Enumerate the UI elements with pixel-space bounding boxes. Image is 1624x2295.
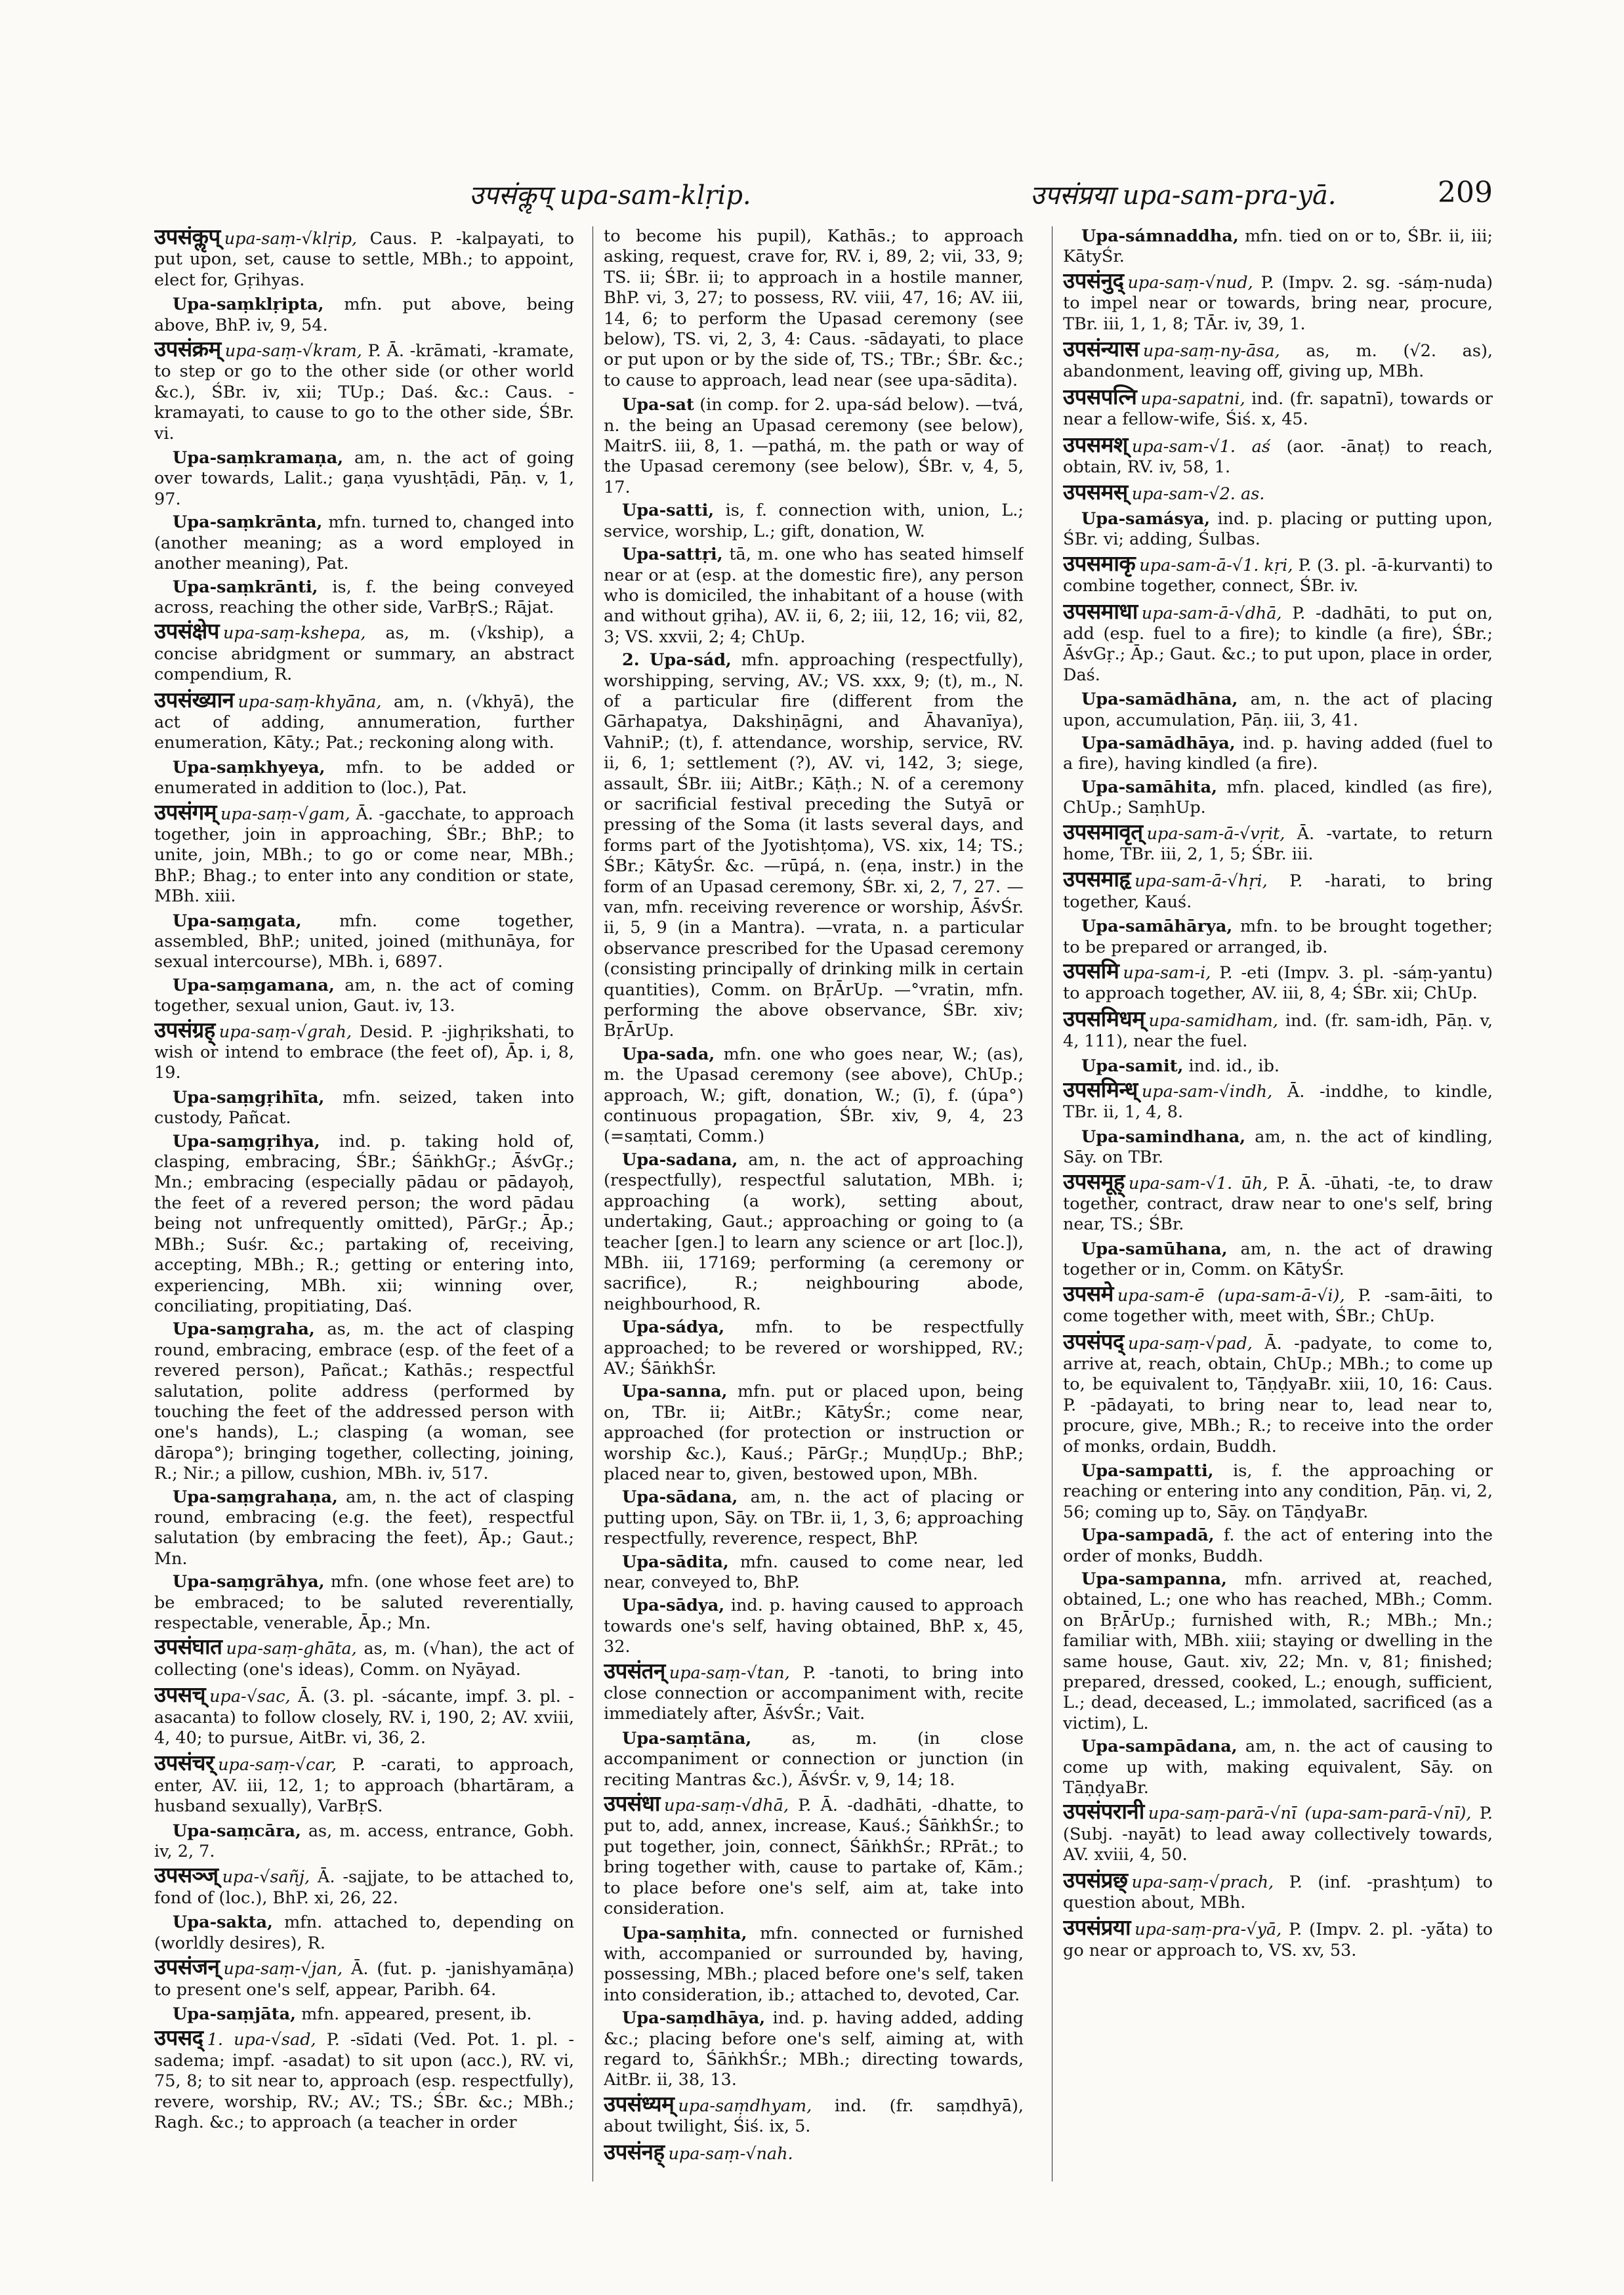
entry-headword-devanagari: उपसंजन्: [154, 1954, 220, 1980]
dictionary-subentry: [604, 501, 1024, 542]
entry-headword-roman: upa-sam-√1. ūh,: [1128, 1173, 1268, 1193]
entry-definition: as, m. (in close accompaniment or connection or junction (in reciting Mantras &c.), ĀśvŚr. v, 9, 14; 18.: [604, 1728, 1024, 1790]
entry-headword-roman: upa-saṃ-√car,: [218, 1755, 337, 1775]
dictionary-subentry: [604, 1596, 1024, 1657]
entry-headword-devanagari: उपसंतन्: [604, 1657, 665, 1684]
entry-definition: am, n. the act of going over towards, Lalit.; gaṇa vyushṭādi, Pāṇ. v, 1, 97.: [154, 448, 574, 509]
dictionary-subentry: [154, 1912, 574, 1954]
entry-headword-roman: upa-saṃ-√gam,: [220, 804, 350, 824]
entry-headword-devanagari: उपसंक्रम्: [154, 336, 221, 362]
entry-headword-devanagari: उपसंधा: [604, 1790, 660, 1817]
dictionary-entry: [1063, 1168, 1493, 1235]
dictionary-entry: [1063, 866, 1493, 913]
subentry-headword: Upa-sādita,: [622, 1552, 729, 1572]
subentry-headword: Upa-saṃgamana,: [173, 975, 335, 995]
dictionary-subentry: [154, 976, 574, 1017]
dictionary-subentry: [1063, 1127, 1493, 1168]
entry-headword-roman: upa-saṃ-ghāta,: [226, 1639, 357, 1659]
entry-definition: ind. (fr. sapatnī), towards or near a fellow-wife, Śiś. x, 45.: [1063, 388, 1493, 430]
entry-definition: Ā. -gacchate, to approach together, join in approaching, ŚBr.; BhP.; to unite, join, MBh.; to go or come near, MBh.; BhP.; Bhag.; to enter into any condition or state, MBh. xiii.: [154, 804, 574, 907]
subentry-headword: Upa-samāhita,: [1081, 777, 1217, 797]
dictionary-subentry: [154, 512, 574, 574]
dictionary-subentry: [154, 1821, 574, 1863]
dictionary-subentry: [154, 577, 574, 619]
entry-definition: ind. p. having caused to approach towards one's self, having obtained, BhP. x, 45, 32.: [604, 1596, 1024, 1657]
subentry-headword: Upa-sámnaddha,: [1081, 226, 1239, 246]
entry-definition: P. (inf. -prashṭum) to question about, MBh.: [1063, 1872, 1493, 1913]
entry-definition: am, n. the act of drawing together or in, Comm. on KātyŚr.: [1063, 1239, 1493, 1280]
subentry-headword: Upa-saṃkramaṇa,: [173, 448, 344, 468]
dictionary-entry: [154, 1956, 574, 2000]
entry-continuation: [604, 226, 1024, 391]
entry-definition: am, n. the act of placing or putting upon, Sāy. on TBr. ii, 1, 3, 6; approaching respectfully, reverence, respect, BhP.: [604, 1487, 1024, 1549]
entry-definition: is, f. connection with, union, L.; service, worship, L.; gift, donation, W.: [604, 501, 1024, 541]
entry-definition: is, f. the approaching or reaching or entering into any condition, Pāṇ. vi, 2, 56; coming up to, Sāy. on TāṇḍyaBr.: [1063, 1460, 1493, 1522]
dictionary-entry: [1063, 1005, 1493, 1052]
subentry-headword: Upa-saṃkrānti,: [173, 577, 318, 597]
dictionary-subentry: [154, 1572, 574, 1634]
entry-headword-roman: upa-sapatni,: [1140, 388, 1245, 409]
entry-definition: P. Ā. -ūhati, -te, to draw together, contract, draw near to one's self, bring near, TS.; ŚBr.: [1063, 1173, 1493, 1235]
entry-headword-roman: upa-sam-√2. as.: [1131, 484, 1265, 505]
entry-definition: Ā. (3. pl. -sácante, impf. 3. pl. -asacanta) to follow closely, RV. i, 190, 2; AV. xviii, 4, 40; to pursue, AitBr. vi, 36, 2.: [154, 1687, 574, 1748]
subentry-headword: Upa-sādana,: [622, 1487, 738, 1508]
subentry-headword: Upa-samásya,: [1081, 508, 1211, 529]
subentry-headword: Upa-sádya,: [622, 1317, 725, 1338]
dictionary-subentry: [154, 758, 574, 799]
subentry-headword: Upa-sada,: [622, 1044, 715, 1064]
entry-definition: mfn. seized, taken into custody, Pañcat.: [154, 1087, 574, 1128]
entry-definition: ind. (fr. saṃdhyā), about twilight, Śiś. ix, 5.: [604, 2096, 1024, 2137]
entry-definition: P. (Impv. 2. pl. -yā́ta) to go near or approach to, VS. xv, 53.: [1063, 1920, 1493, 1960]
entry-definition: P. (Impv. 2. sg. -sáṃ-nuda) to impel near or towards, bring near, procure, TBr. iii, 1, 1, 8; TĀr. iv, 39, 1.: [1063, 272, 1493, 334]
entry-headword-roman: upa-saṃ-√dhā,: [663, 1796, 789, 1816]
subentry-headword: Upa-satti,: [622, 501, 715, 521]
dictionary-subentry: [1063, 1461, 1493, 1523]
entry-definition: (in comp. for 2. upa-sád below). —tvá, n. the being an Upasad ceremony (see below), MaitrS. iii, 8, 1. —pathá, m. the path or way of the Upasad ceremony (see below), ŚBr. v, 4, 5, 17.: [604, 395, 1024, 497]
dictionary-subentry: [154, 295, 574, 336]
entry-definition: am, n. (√khyā), the act of adding, annumeration, further enumeration, Kāty.; Pat.; reckoning along with.: [154, 692, 574, 753]
entry-headword-devanagari: उपसमाहृ: [1063, 866, 1131, 892]
entry-headword-devanagari: उपसंग्रह्: [154, 1016, 215, 1043]
dictionary-entry: [154, 2027, 574, 2133]
entry-columns: [154, 226, 1493, 2227]
entry-headword-devanagari: उपसमश्: [1063, 431, 1128, 457]
entry-headword-devanagari: उपसमूह्: [1063, 1168, 1125, 1194]
entry-headword-roman: upa-saṃ-pra-√yā,: [1135, 1920, 1282, 1940]
entry-definition: P. -carati, to approach, enter, AV. iii, 12, 1; to approach (bhartāram, a husband sexually), VarBṛS.: [154, 1755, 574, 1817]
entry-definition: ind. id., ib.: [1188, 1056, 1280, 1076]
dictionary-subentry: [604, 395, 1024, 498]
subentry-headword: Upa-saṃgrahaṇa,: [173, 1487, 338, 1507]
dictionary-subentry: [604, 650, 1024, 1042]
dictionary-subentry: [154, 1088, 574, 1129]
subentry-headword: Upa-samādhāna,: [1081, 690, 1238, 710]
entry-headword-roman: upa-samidham,: [1148, 1010, 1278, 1031]
dictionary-entry: [154, 798, 574, 907]
subentry-headword: Upa-saṃgata,: [173, 911, 302, 931]
entry-headword-roman: upa-saṃ-√grah,: [219, 1022, 352, 1042]
entry-definition: Ā. (fut. p. -janishyamāṇa) to present one's self, appear, Paribh. 64.: [154, 1959, 574, 2000]
dictionary-entry: [1063, 1867, 1493, 1914]
dictionary-subentry: [604, 1729, 1024, 1790]
dictionary-subentry: [1063, 1737, 1493, 1798]
entry-headword-devanagari: उपसद्: [154, 2025, 203, 2051]
entry-headword-roman: upa-saṃ-kshepa,: [223, 623, 366, 644]
entry-definition: tā, m. one who has seated himself near or at (esp. at the domestic fire), any person who is domiciled, the inhabitant of a house (with and without gṛiha), AV. ii, 6, 2; iii, 12, 16; vii, 82, 3; VS. xxvii, 2; 4; ChUp.: [604, 545, 1024, 647]
entry-definition: as, m. (√kship), a concise abridgment or summary, an abstract compendium, R.: [154, 623, 574, 685]
dictionary-entry: [1063, 1914, 1493, 1961]
dictionary-subentry: [1063, 917, 1493, 958]
dictionary-subentry: [1063, 1525, 1493, 1567]
entry-headword-roman: upa-√sañj,: [222, 1867, 310, 1888]
dictionary-subentry: [604, 1552, 1024, 1594]
entry-definition: P. -dadhāti, to put on, add (esp. fuel to a fire); to kindle (a fire), ŚBr.; ĀśvGṛ.; Āp.; Gaut. &c.; to put upon, place in order, Daś.: [1063, 603, 1493, 685]
page-number: 209: [1438, 176, 1493, 209]
dictionary-subentry: [1063, 509, 1493, 550]
entry-definition: as, m. (√han), the act of collecting (one's ideas), Comm. on Nyāyad.: [154, 1639, 574, 1680]
dictionary-subentry: [154, 448, 574, 510]
dictionary-subentry: [604, 1487, 1024, 1549]
entry-headword-devanagari: उपसमस्: [1063, 479, 1128, 505]
entry-headword-devanagari: उपसमे: [1063, 1280, 1114, 1306]
subentry-headword: Upa-saṃgrāhya,: [173, 1572, 325, 1592]
subentry-headword: Upa-saṃdhāya,: [622, 2008, 766, 2029]
subentry-headword: Upa-sat: [622, 395, 694, 415]
entry-headword-roman: upa-sam-ā-√1. kṛi,: [1139, 555, 1293, 575]
dictionary-entry: [1063, 1328, 1493, 1457]
entry-headword-devanagari: उपसंप्रया: [1063, 1914, 1131, 1941]
entry-definition: mfn. one who goes near, W.; (as), m. the Upasad ceremony (see above), ChUp.; approach, W.; gift, donation, W.; (ī), f. (úpa°) continuous propagation, ŚBr. xiv, 9, 4, 23 (=saṃtati, Comm.): [604, 1044, 1024, 1147]
entry-definition: am, n. the act of approaching (respectfully), respectful salutation, MBh. i; approaching (a work), setting about, undertaking, Gaut.; approaching or going to (a teacher [gen.] to learn any science or art [loc.]), MBh. iii, 17169; performing (a ceremony or sacrifice), R.; neighbouring abode, neighbourhood, R.: [604, 1149, 1024, 1314]
dictionary-entry: [154, 618, 574, 685]
dictionary-subentry: [1063, 226, 1493, 268]
entry-headword-roman: upa-saṃ-√klṛip,: [224, 229, 358, 249]
dictionary-subentry: [604, 2008, 1024, 2091]
subentry-headword: 2. Upa-sád,: [622, 650, 732, 671]
subentry-headword: Upa-samādhāya,: [1081, 733, 1236, 753]
dictionary-entry: [154, 1752, 574, 1817]
dictionary-entry: [604, 1790, 1024, 1919]
entry-definition: am, n. the act of placing upon, accumulation, Pāṇ. iii, 3, 41.: [1063, 690, 1493, 730]
entry-headword-roman: upa-saṃ-parā-√nī (upa-sam-parā-√nī),: [1148, 1804, 1472, 1824]
entry-headword-roman: upa-sam-ā-√dhā,: [1141, 603, 1282, 623]
dictionary-entry: [604, 2138, 1024, 2164]
subentry-headword: Upa-saṃkhyeya,: [173, 757, 325, 777]
dictionary-entry: [1063, 1280, 1493, 1327]
entry-headword-devanagari: उपसमि: [1063, 958, 1119, 983]
running-head-left: उपसंकॢप् upa-sam-klṛip.: [469, 180, 751, 211]
entry-headword-devanagari: उपसंपद्: [1063, 1328, 1124, 1354]
subentry-headword: Upa-sampadā,: [1081, 1525, 1215, 1546]
entry-headword-roman: upa-saṃ-√nah.: [668, 2143, 793, 2164]
dictionary-subentry: [604, 1924, 1024, 2006]
entry-headword-devanagari: उपसच्: [154, 1682, 206, 1708]
dictionary-subentry: [1063, 1056, 1493, 1077]
entry-definition: P. -sam-āiti, to come together with, meet with, ŚBr.; ChUp.: [1063, 1285, 1493, 1327]
entry-headword-devanagari: उपसमिन्ध्: [1063, 1077, 1138, 1103]
entry-definition: mfn. put above, being above, BhP. iv, 9, 54.: [154, 295, 574, 335]
entry-headword-roman: 1. upa-√sad,: [207, 2030, 316, 2050]
subentry-headword: Upa-sanna,: [622, 1382, 728, 1402]
subentry-headword: Upa-saṃklṛipta,: [173, 295, 324, 315]
entry-definition: Ā. -vartate, to return home, TBr. iii, 2, 1, 5; ŚBr. iii.: [1063, 823, 1493, 864]
entry-headword-devanagari: उपसमाधा: [1063, 598, 1138, 624]
dictionary-subentry: [604, 1382, 1024, 1485]
entry-headword-roman: upa-saṃdhyam,: [678, 2096, 812, 2116]
entry-definition: ind. p. having added, adding &c.; placing before one's self, aiming at, with regard to, ŚāṅkhŚr.; MBh.; directing towards, AitBr. ii, 38, 13.: [604, 2008, 1024, 2090]
entry-headword-devanagari: उपसंगम्: [154, 798, 217, 825]
entry-definition: Caus. P. -kalpayati, to put upon, set, cause to settle, MBh.; to appoint, elect for, Gṛihyas.: [154, 229, 574, 290]
subentry-headword: Upa-saṃtāna,: [622, 1728, 752, 1748]
entry-headword-roman: upa-sam-√indh,: [1141, 1082, 1273, 1102]
entry-definition: mfn. (one whose feet are) to be embraced; to be saluted reverentially, respectable, venerable, Āp.; Mn.: [154, 1572, 574, 1633]
entry-headword-roman: upa-saṃ-ny-āsa,: [1142, 341, 1280, 362]
entry-definition: mfn. placed, kindled (as fire), ChUp.; SaṃhUp.: [1063, 777, 1493, 818]
dictionary-subentry: [154, 911, 574, 973]
subentry-headword: Upa-samindhana,: [1081, 1127, 1246, 1147]
dictionary-entry: [154, 1862, 574, 1909]
running-head-middle: उपसंप्रया upa-sam-pra-yā.: [1030, 180, 1337, 211]
dictionary-subentry: [604, 1150, 1024, 1315]
dictionary-entry: [1063, 550, 1493, 597]
dictionary-subentry: [154, 1487, 574, 1570]
dictionary-subentry: [1063, 734, 1493, 775]
running-head: [154, 176, 1493, 222]
entry-definition: as, m. access, entrance, Gobh. iv, 2, 7.: [154, 1821, 574, 1862]
dictionary-entry: [1063, 431, 1493, 478]
dictionary-entry: [604, 2090, 1024, 2138]
dictionary-entry: [1063, 336, 1493, 382]
entry-definition: f. the act of entering into the order of monks, Buddh.: [1063, 1525, 1493, 1566]
entry-definition: ind. p. taking hold of, clasping, embracing, ŚBr.; ŚāṅkhGṛ.; ĀśvGṛ.; Mn.; embracing (especially pādau or pādayoḥ, the feet of a revered person; the word pādau being not unfrequently omitted), PārGṛ.; Āp.; MBh.; Suśr. &c.; partaking of, receiving, accepting, MBh.; R.; getting or entering into, experiencing, MBh. xii; winning over, conciliating, propitiating, Daś.: [154, 1131, 574, 1316]
entry-definition: P. -sīdati (Ved. Pot. 1. pl. -sadema; impf. -asadat) to sit upon (acc.), RV. vi, 75, 8; to sit near to, approach (esp. respectfully), revere, worship, RV.; AV.; TS.; ŚBr. &c.; MBh.; Ragh. &c.; to approach (a teacher in order: [154, 2030, 574, 2132]
entry-definition: mfn. turned to, changed into (another meaning; as a word employed in another meaning), Pat.: [154, 512, 574, 574]
subentry-headword: Upa-sādya,: [622, 1596, 725, 1616]
dictionary-entry: [1063, 818, 1493, 865]
entry-definition: P. -harati, to bring together, Kauś.: [1063, 871, 1493, 912]
entry-definition: am, n. the act of causing to come up with, making equivalent, Sāy. on TāṇḍyaBr.: [1063, 1737, 1493, 1798]
dictionary-entry: [154, 1684, 574, 1748]
subentry-headword: Upa-saṃkrānta,: [173, 512, 323, 533]
entry-definition: Ā. -padyate, to come to, arrive at, reach, obtain, ChUp.; MBh.; to come up to, be equivalent to, TāṇḍyaBr. xiii, 10, 16: Caus. P. -pādayati, to bring near to, lead near to, procure, give, MBh.; R.; to receive into the order of monks, ordain, Buddh.: [1063, 1333, 1493, 1457]
entry-definition: am, n. the act of coming together, sexual union, Gaut. iv, 13.: [154, 975, 574, 1016]
entry-definition: mfn. put or placed upon, being on, TBr. ii; AitBr.; KātyŚr.; come near, approached (for protection or instruction or worship &c.), Kauś.; PārGṛ.; MuṇḍUp.; BhP.; placed near to, given, bestowed upon, MBh.: [604, 1382, 1024, 1484]
dictionary-subentry: [154, 1132, 574, 1317]
dictionary-subentry: [1063, 777, 1493, 819]
entry-headword-roman: upa-saṃ-√nud,: [1127, 272, 1253, 293]
entry-headword-devanagari: उपसंप्रछ्: [1063, 1867, 1128, 1893]
subentry-headword: Upa-saṃhita,: [622, 1923, 747, 1943]
entry-headword-devanagari: उपसंनह्: [604, 2138, 665, 2164]
column-1: [154, 226, 574, 2227]
subentry-headword: Upa-samāhārya,: [1081, 917, 1233, 937]
dictionary-entry: [1063, 479, 1493, 505]
dictionary-subentry: [604, 545, 1024, 648]
dictionary-entry: [154, 1016, 574, 1084]
entry-headword-devanagari: उपसमाकृ: [1063, 550, 1136, 576]
dictionary-subentry: [1063, 1569, 1493, 1734]
entry-headword-roman: upa-saṃ-√prach,: [1131, 1872, 1274, 1892]
entry-headword-roman: upa-sam-i,: [1123, 963, 1211, 983]
subentry-headword: Upa-saṃjāta,: [173, 2004, 296, 2024]
subentry-headword: Upa-sakta,: [173, 1912, 273, 1933]
entry-definition: mfn. connected or furnished with, accompanied or surrounded by, having, possessing, MBh.; placed before one's self, taken into consideration, ib.; attached to, devoted, Car.: [604, 1923, 1024, 2005]
entry-headword-roman: upa-saṃ-√tan,: [669, 1663, 790, 1683]
dictionary-entry: [1063, 383, 1493, 430]
entry-definition: Desid. P. -jighṛikshati, to wish or intend to embrace (the feet of), Āp. i, 8, 19.: [154, 1022, 574, 1083]
entry-headword-devanagari: उपसंध्यम्: [604, 2090, 675, 2117]
entry-headword-devanagari: उपसंचर्: [154, 1750, 215, 1776]
subentry-headword: Upa-samūhana,: [1081, 1239, 1228, 1259]
dictionary-subentry: [154, 1319, 574, 1484]
dictionary-entry: [154, 226, 574, 291]
dictionary-entry: [154, 1636, 574, 1680]
entry-definition: mfn. come together, assembled, BhP.; united, joined (mithunāya, for sexual intercourse), MBh. i, 6897.: [154, 911, 574, 972]
dictionary-subentry: [604, 1317, 1024, 1379]
subentry-headword: Upa-saṃgṛihya,: [173, 1131, 320, 1151]
entry-definition: P. (Subj. -nayāt) to lead away collectively towards, AV. xviii, 4, 50.: [1063, 1804, 1493, 1865]
entry-definition: P. Ā. -dadhāti, -dhatte, to put to, add, annex, increase, Kauś.; ŚāṅkhŚr.; to put together, join, connect, ŚāṅkhŚr.; RPrāt.; to bring together with, cause to partake of, Kām.; to place before one's self, aim at, take into consideration.: [604, 1796, 1024, 1919]
entry-definition: mfn. to be brought together; to be prepared or arranged, ib.: [1063, 917, 1493, 957]
entry-definition: mfn. approaching (respectfully), worshipping, serving, AV.; VS. xxx, 9; (t), m., N. of a particular fire (different from the Gārhapatya, Dakshiṇāgni, and Āhavanīya), VahniP.; (t), f. attendance, worship, service, RV. ii, 6, 1; settlement (?), AV. vi, 142, 3; siege, assault, ŚBr. iii; AitBr.; Kāṭh.; N. of a ceremony or sacrificial festival preceding the Sutyā or pressing of the Soma (it lasts several days, and forms part of the Jyotishṭoma), VS. xix, 14; TS.; ŚBr.; KātyŚr. &c. —rūpá, n. (eṇa, instr.) in the form of an Upasad ceremony, ŚBr. xi, 2, 7, 27. —van, mfn. receiving reverence or worship, ĀśvŚr. ii, 5, 9 (in a Mantra). —vrata, n. a particular observance prescribed for the Upasad ceremony (consisting principally of drinking milk in certain quantities), Comm. on BṛĀrUp. —°vratin, mfn. performing the above observance, ŚBr. xiv; BṛĀrUp.: [604, 650, 1024, 1041]
entry-definition: mfn. tied on or to, ŚBr. ii, iii; KātyŚr.: [1063, 226, 1493, 267]
entry-headword-roman: upa-√sac,: [209, 1687, 291, 1707]
dictionary-subentry: [604, 1044, 1024, 1148]
dictionary-entry: [1063, 1798, 1493, 1865]
entry-headword-roman: upa-sam-ā-√hṛi,: [1135, 871, 1268, 892]
subentry-headword: Upa-sampanna,: [1081, 1569, 1227, 1589]
entry-headword-devanagari: उपसमावृत्: [1063, 818, 1143, 844]
entry-headword-devanagari: उपसमिधम्: [1063, 1005, 1145, 1031]
subentry-headword: Upa-sattṛi,: [622, 545, 723, 565]
entry-headword-devanagari: उपसंक्षेप: [154, 618, 220, 644]
dictionary-entry: [154, 336, 574, 444]
entry-definition: mfn. to be respectfully approached; to be revered or worshipped, RV.; AV.; ŚāṅkhŚr.: [604, 1317, 1024, 1378]
entry-definition: P. -eti (Impv. 3. pl. -sáṃ-yantu) to approach together, AV. iii, 8, 4; ŚBr. xii; ChUp.: [1063, 963, 1493, 1004]
entry-headword-roman: upa-sam-ā-√vṛit,: [1146, 823, 1285, 844]
entry-definition: ind. p. placing or putting upon, ŚBr. vi; adding, Śulbas.: [1063, 508, 1493, 550]
entry-definition: mfn. arrived at, reached, obtained, L.; one who has reached, MBh.; Comm. on BṛĀrUp.; furnished with, R.; MBh.; Mn.; familiar with, MBh. xiii; staying or dwelling in the same house, Gaut. xiv, 22; Mn. v, 81; finished; prepared, dressed, cooked, L.; enough, sufficient, L.; dead, deceased, L.; immolated, sacrificed (as a victim), L.: [1063, 1569, 1493, 1733]
entry-headword-roman: upa-saṃ-√pad,: [1127, 1333, 1253, 1354]
subentry-headword: Upa-saṃgṛihīta,: [173, 1087, 325, 1107]
entry-definition: P. -tanoti, to bring into close connection or accompaniment with, recite immediately after, ĀśvŚr.; Vait.: [604, 1663, 1024, 1724]
entry-headword-devanagari: उपसंनुद्: [1063, 267, 1124, 293]
entry-headword-devanagari: उपसंख्यान: [154, 686, 234, 713]
entry-definition: mfn. caused to come near, led near, conveyed to, BhP.: [604, 1552, 1024, 1592]
entry-definition: (aor. -ānaṭ) to reach, obtain, RV. iv, 58, 1.: [1063, 436, 1493, 478]
entry-headword-devanagari: उपसंकॢप्: [154, 226, 220, 249]
subentry-headword: Upa-saṃcāra,: [173, 1821, 301, 1841]
entry-definition: ind. (fr. sam-idh, Pāṇ. v, 4, 111), near the fuel.: [1063, 1010, 1493, 1052]
column-2: [604, 226, 1024, 2227]
entry-definition: Ā. -inddhe, to kindle, TBr. ii, 1, 4, 8.: [1063, 1082, 1493, 1123]
entry-headword-roman: upa-saṃ-√kram,: [224, 341, 362, 362]
dictionary-entry: [1063, 958, 1493, 1004]
entry-definition: to become his pupil), Kathās.; to approach asking, request, crave for, RV. i, 89, 2; vii, 33, 9; TS. ii; ŚBr. ii; to approach in a hostile manner, BhP. vi, 3, 27; to possess, RV. viii, 47, 16; AV. iii, 14, 6; to perform the Upasad ceremony (see below), TS. vi, 2, 3, 4: Caus. -sādayati, to place or put upon or by the side of, TS.; TBr.; ŚBr. &c.; to cause to approach, lead near (see upa-sādita).: [604, 226, 1024, 390]
entry-headword-devanagari: उपसपत्नि: [1063, 383, 1137, 409]
entry-headword-roman: upa-sam-ē (upa-sam-ā-√i),: [1117, 1285, 1345, 1306]
dictionary-subentry: [154, 2004, 574, 2025]
dictionary-subentry: [1063, 1239, 1493, 1281]
subentry-headword: Upa-sadana,: [622, 1149, 738, 1170]
entry-definition: P. Ā. -krāmati, -kramate, to step or go to the other side (or other world &c.), ŚBr. iv, xii; TUp.; Daś. &c.: Caus. -kramayati, to cause to go to the other side, ŚBr. vi.: [154, 341, 574, 444]
entry-definition: ind. p. having added (fuel to a fire), having kindled (a fire).: [1063, 733, 1493, 774]
entry-definition: as, m. (√2. as), abandonment, leaving off, giving up, MBh.: [1063, 341, 1493, 382]
entry-definition: mfn. to be added or enumerated in addition to (loc.), Pat.: [154, 757, 574, 798]
dictionary-entry: [1063, 598, 1493, 686]
entry-definition: as, m. the act of clasping round, embracing, embrace (esp. of the feet of a revered person), Pañcat.; Kathās.; respectful salutation, polite address (performed by touching the feet of the addressed person with one's hands), L.; clasping (a woman, see dāropa°); bringing together, collecting, joining, R.; Nir.; a pillow, cushion, MBh. iv, 517.: [154, 1319, 574, 1484]
column-3: [1063, 226, 1493, 2227]
dictionary-subentry: [1063, 690, 1493, 731]
entry-headword-roman: upa-saṃ-√jan,: [223, 1959, 343, 1979]
entry-definition: Ā. -sajjate, to be attached to, fond of (loc.), BhP. xi, 26, 22.: [154, 1867, 574, 1908]
dictionary-entry: [1063, 267, 1493, 335]
dictionary-entry: [1063, 1079, 1493, 1123]
dictionary-entry: [154, 686, 574, 754]
entry-headword-devanagari: उपसंपरानी: [1063, 1798, 1144, 1825]
entry-definition: mfn. appeared, present, ib.: [301, 2004, 532, 2024]
entry-headword-roman: upa-sam-√1. aś: [1131, 436, 1270, 457]
entry-headword-devanagari: उपसंन्यास: [1063, 336, 1139, 362]
entry-definition: am, n. the act of clasping round, embracing (e.g. the feet), respectful salutation (by embracing the feet), Āp.; Gaut.; Mn.: [154, 1487, 574, 1569]
subentry-headword: Upa-saṃgraha,: [173, 1319, 315, 1340]
entry-headword-roman: upa-saṃ-khyāna,: [238, 692, 382, 712]
entry-definition: P. (3. pl. -ā-kurvanti) to combine together, connect, ŚBr. iv.: [1063, 555, 1493, 596]
dictionary-entry: [604, 1657, 1024, 1725]
entry-headword-devanagari: उपसञ्ज्: [154, 1862, 219, 1888]
entry-definition: am, n. the act of kindling, Sāy. on TBr.: [1063, 1127, 1493, 1168]
subentry-headword: Upa-samit,: [1081, 1056, 1184, 1076]
entry-headword-devanagari: उपसंघात: [154, 1634, 222, 1660]
subentry-headword: Upa-sampatti,: [1081, 1460, 1214, 1481]
entry-definition: is, f. the being conveyed across, reaching the other side, VarBṛS.; Rājat.: [154, 577, 574, 617]
subentry-headword: Upa-sampādana,: [1081, 1737, 1238, 1757]
entry-definition: mfn. attached to, depending on (worldly desires), R.: [154, 1912, 574, 1953]
